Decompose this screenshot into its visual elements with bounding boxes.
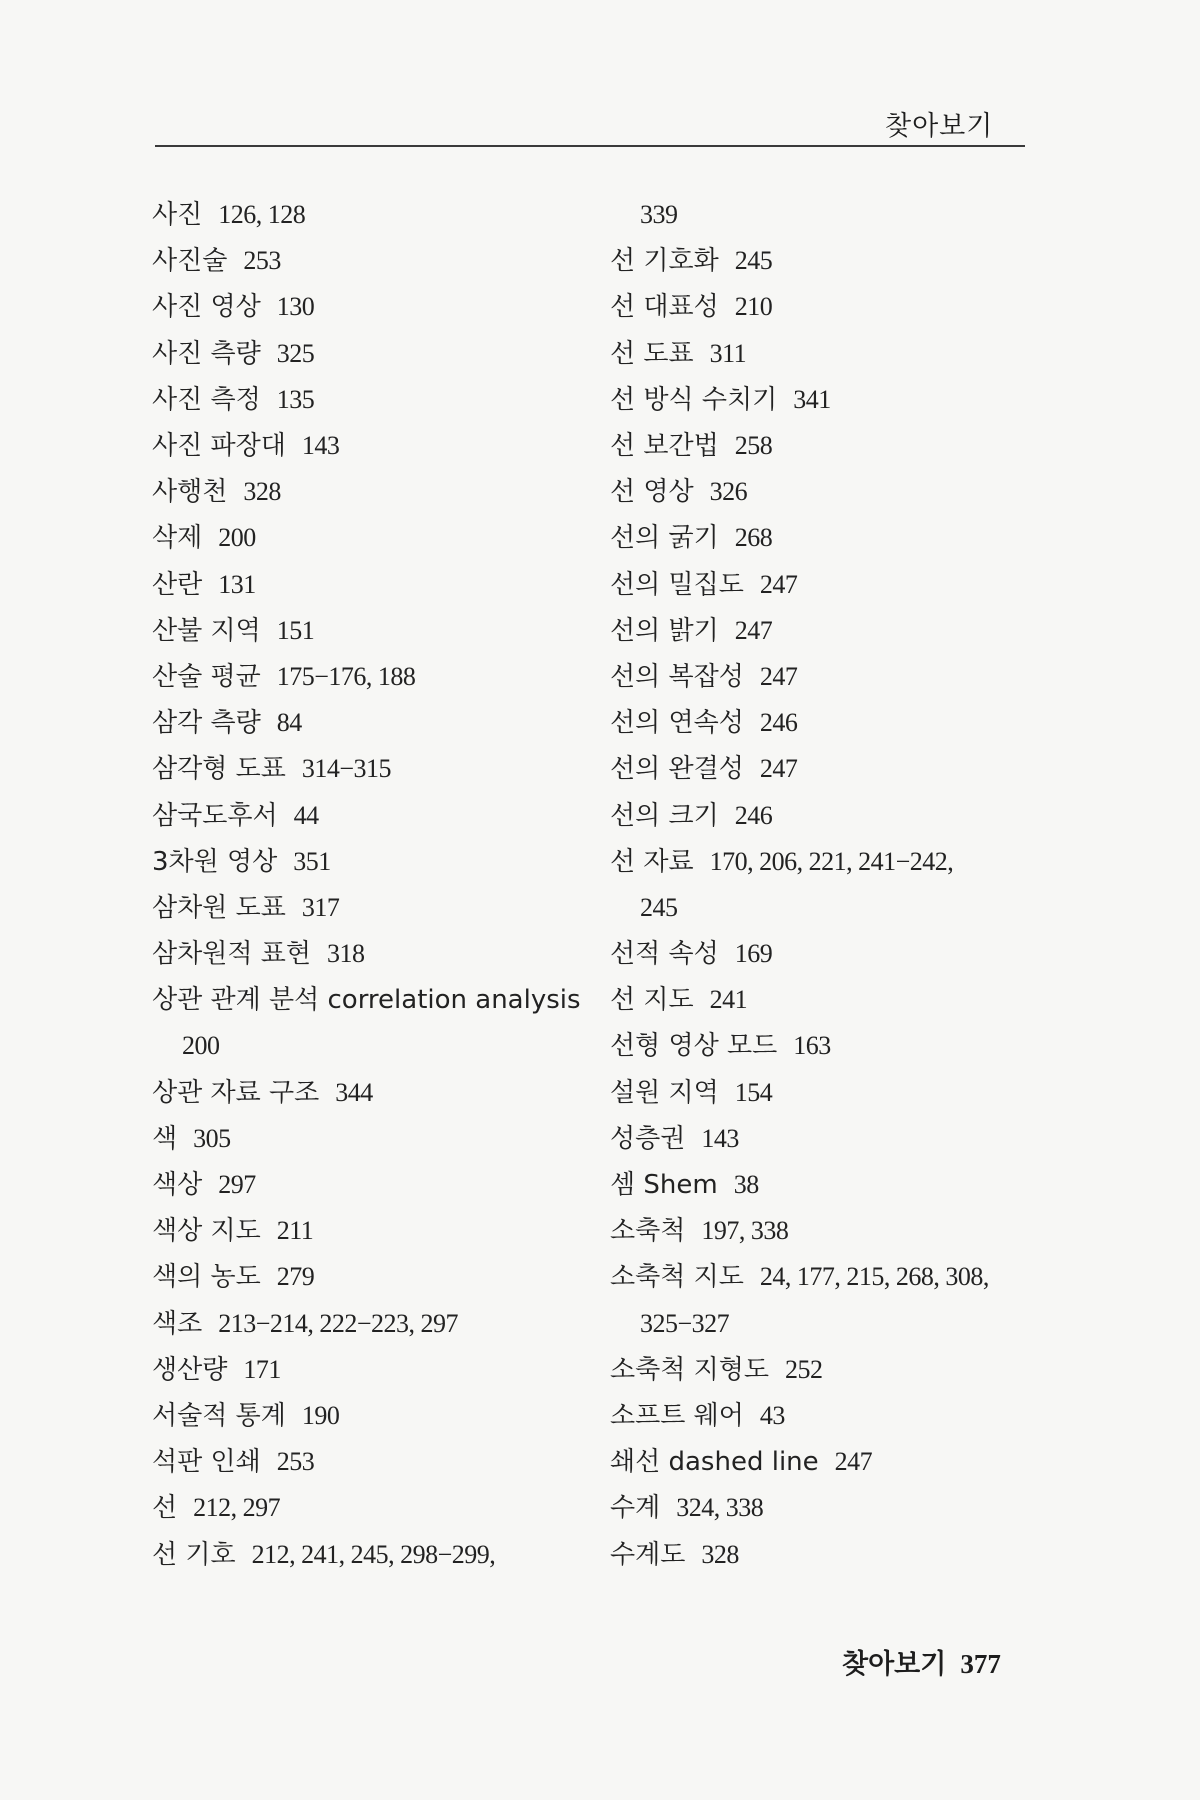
index-term: 사진 측정 — [152, 384, 261, 415]
index-pages: 247 — [734, 615, 773, 645]
index-term: 소프트 웨어 — [610, 1400, 744, 1431]
index-pages: 151 — [276, 615, 315, 645]
index-term: 삼각 측량 — [152, 708, 261, 739]
index-term: 선의 굵기 — [610, 523, 719, 554]
index-pages: 84 — [276, 708, 302, 738]
index-term: 색 — [152, 1123, 178, 1154]
index-entry — [610, 977, 1040, 1023]
index-entry — [610, 700, 1040, 746]
index-pages: 245 — [734, 246, 773, 276]
index-pages: 131 — [218, 569, 256, 599]
index-term: 산불 지역 — [152, 615, 261, 646]
index-term: 선 보간법 — [610, 431, 719, 462]
index-pages: 324, 338 — [676, 1493, 764, 1523]
index-term: 색의 농도 — [152, 1262, 261, 1293]
index-entry — [610, 469, 1040, 515]
index-entry — [610, 1485, 1040, 1531]
index-entry — [152, 700, 582, 746]
index-entry — [610, 931, 1040, 977]
index-entry — [610, 238, 1040, 284]
index-entry — [152, 1070, 582, 1116]
index-term: 선 자료 — [610, 846, 694, 877]
index-pages: 24, 177, 215, 268, 308, — [759, 1262, 989, 1292]
index-term: 삼각형 도표 — [152, 754, 286, 785]
index-pages: 328 — [243, 477, 281, 507]
index-pages: 325 — [276, 338, 315, 368]
index-entry — [610, 192, 1040, 238]
index-pages: 143 — [301, 431, 340, 461]
index-entry — [610, 1070, 1040, 1116]
index-pages: 258 — [734, 431, 773, 461]
index-entry — [152, 192, 582, 238]
index-pages: 253 — [243, 246, 281, 276]
index-pages: 169 — [734, 939, 773, 969]
index-entry — [610, 1254, 1040, 1300]
index-pages: 247 — [834, 1447, 873, 1477]
index-term: 성층권 — [610, 1123, 686, 1154]
index-term: 선의 완결성 — [610, 754, 744, 785]
index-term: 선 대표성 — [610, 292, 719, 323]
running-header: 찾아보기 — [885, 111, 994, 142]
index-pages: 311 — [709, 338, 747, 368]
index-entry — [610, 885, 1040, 931]
index-term: 색조 — [152, 1308, 203, 1339]
index-entry — [610, 792, 1040, 838]
index-pages: 247 — [759, 754, 798, 784]
index-pages: 126, 128 — [218, 200, 306, 230]
index-entry — [152, 608, 582, 654]
index-pages: 246 — [734, 800, 773, 830]
index-entry — [152, 469, 582, 515]
index-entry — [152, 1393, 582, 1439]
index-entry — [610, 654, 1040, 700]
index-term: 선형 영상 모드 — [610, 1031, 778, 1062]
index-entry — [152, 1116, 582, 1162]
index-pages: 247 — [759, 569, 798, 599]
index-term: 선 기호 — [152, 1539, 236, 1570]
index-entry — [610, 562, 1040, 608]
index-pages: 253 — [276, 1447, 315, 1477]
index-entry — [610, 839, 1040, 885]
index-entry — [610, 1301, 1040, 1347]
index-pages: 43 — [759, 1400, 785, 1430]
index-term: 선 지도 — [610, 985, 694, 1016]
index-entry — [152, 746, 582, 792]
index-pages: 247 — [759, 661, 798, 691]
index-entry — [152, 885, 582, 931]
index-term: 소축척 지형도 — [610, 1354, 769, 1385]
index-pages: 135 — [276, 384, 315, 414]
index-pages: 297 — [218, 1170, 256, 1200]
index-pages: 241 — [709, 985, 748, 1015]
index-entry — [610, 608, 1040, 654]
index-entry — [610, 1531, 1040, 1577]
index-term: 상관 자료 구조 — [152, 1077, 320, 1108]
index-entry — [152, 1208, 582, 1254]
index-term: 소축척 지도 — [610, 1262, 744, 1293]
index-entry — [610, 377, 1040, 423]
index-pages: 143 — [701, 1123, 739, 1153]
page-number: 377 — [960, 1649, 1001, 1679]
index-term: 색상 지도 — [152, 1216, 261, 1247]
index-entry — [152, 377, 582, 423]
index-term: 선의 연속성 — [610, 708, 744, 739]
index-pages: 154 — [734, 1077, 773, 1107]
index-entry — [152, 1485, 582, 1531]
index-term: 선의 복잡성 — [610, 661, 744, 692]
index-term: 사진 측량 — [152, 338, 261, 369]
index-entry — [610, 284, 1040, 330]
index-term: 선의 밀집도 — [610, 569, 744, 600]
index-term: 사진술 — [152, 246, 228, 277]
index-pages: 170, 206, 221, 241−242, — [709, 846, 954, 876]
index-entry — [610, 1208, 1040, 1254]
index-entry — [610, 1116, 1040, 1162]
index-pages: 212, 297 — [193, 1493, 281, 1523]
index-entry — [610, 1439, 1040, 1485]
index-term: 수계도 — [610, 1539, 686, 1570]
index-entry — [152, 562, 582, 608]
index-pages: 210 — [734, 292, 773, 322]
index-entry — [152, 1023, 582, 1069]
index-term: 선 방식 수치기 — [610, 384, 778, 415]
index-term: 쇄선 dashed line — [610, 1447, 819, 1478]
index-entry — [152, 1254, 582, 1300]
index-term: 셈 Shem — [610, 1170, 718, 1201]
index-pages: 328 — [701, 1539, 739, 1569]
index-pages: 130 — [276, 292, 315, 322]
index-entry — [152, 284, 582, 330]
index-term: 선의 크기 — [610, 800, 719, 831]
index-pages: 44 — [293, 800, 319, 830]
index-entry — [152, 977, 582, 1023]
index-entry — [152, 792, 582, 838]
index-entry — [152, 1162, 582, 1208]
index-term: 설원 지역 — [610, 1077, 719, 1108]
index-pages: 171 — [243, 1354, 281, 1384]
index-entry — [610, 1162, 1040, 1208]
index-pages: 351 — [293, 846, 331, 876]
index-pages: 326 — [709, 477, 748, 507]
index-term: 삼차원적 표현 — [152, 939, 311, 970]
index-entry — [610, 746, 1040, 792]
index-term: 사행천 — [152, 477, 228, 508]
index-pages: 212, 241, 245, 298−299, — [251, 1539, 496, 1569]
index-term: 산술 평균 — [152, 661, 261, 692]
footer-label: 찾아보기 — [842, 1649, 947, 1680]
index-pages: 200 — [182, 1031, 220, 1061]
index-pages: 245 — [640, 892, 678, 922]
index-term: 삭제 — [152, 523, 203, 554]
index-entry — [610, 1393, 1040, 1439]
index-term: 산란 — [152, 569, 203, 600]
index-entry — [610, 423, 1040, 469]
index-term: 석판 인쇄 — [152, 1447, 261, 1478]
index-term: 삼국도후서 — [152, 800, 278, 831]
index-entry — [610, 1023, 1040, 1069]
index-pages: 200 — [218, 523, 256, 553]
index-term: 수계 — [610, 1493, 661, 1524]
index-term: 선적 속성 — [610, 939, 719, 970]
index-entry — [152, 1439, 582, 1485]
index-pages: 344 — [335, 1077, 373, 1107]
index-pages: 197, 338 — [701, 1216, 789, 1246]
index-term: 소축척 — [610, 1216, 686, 1247]
index-term: 선 — [152, 1493, 178, 1524]
index-pages: 339 — [640, 200, 678, 230]
index-term: 선 도표 — [610, 338, 694, 369]
index-term: 선 영상 — [610, 477, 694, 508]
index-pages: 317 — [301, 892, 340, 922]
index-term: 서술적 통계 — [152, 1400, 286, 1431]
index-pages: 268 — [734, 523, 773, 553]
index-pages: 279 — [276, 1262, 315, 1292]
index-pages: 246 — [759, 708, 798, 738]
index-term: 상관 관계 분석 correlation analysis — [152, 985, 581, 1016]
index-pages: 211 — [276, 1216, 314, 1246]
index-entry — [152, 423, 582, 469]
index-entry — [152, 331, 582, 377]
index-term: 사진 영상 — [152, 292, 261, 323]
index-pages: 38 — [733, 1170, 759, 1200]
index-pages: 213−214, 222−223, 297 — [218, 1308, 459, 1338]
index-column-left — [152, 192, 582, 1578]
page-footer — [842, 1642, 1001, 1681]
index-entry — [152, 238, 582, 284]
index-pages: 305 — [193, 1123, 231, 1153]
index-entry — [610, 515, 1040, 561]
index-term: 선의 밝기 — [610, 615, 719, 646]
index-pages: 175−176, 188 — [276, 661, 416, 691]
index-entry — [610, 1347, 1040, 1393]
index-entry — [610, 331, 1040, 377]
index-term: 색상 — [152, 1170, 203, 1201]
index-entry — [152, 1301, 582, 1347]
index-column-right — [610, 192, 1040, 1578]
index-entry — [152, 839, 582, 885]
index-entry — [152, 931, 582, 977]
index-term: 삼차원 도표 — [152, 892, 286, 923]
index-term: 3차원 영상 — [152, 846, 278, 877]
index-pages: 314−315 — [301, 754, 392, 784]
index-pages: 325−327 — [640, 1308, 730, 1338]
index-entry — [152, 654, 582, 700]
index-pages: 190 — [301, 1400, 340, 1430]
index-term: 선 기호화 — [610, 246, 719, 277]
index-pages: 252 — [784, 1354, 823, 1384]
index-term: 생산량 — [152, 1354, 228, 1385]
index-entry — [152, 1347, 582, 1393]
index-term: 사진 파장대 — [152, 431, 286, 462]
index-entry — [152, 1531, 582, 1577]
index-pages: 318 — [326, 939, 365, 969]
header-rule — [155, 145, 1025, 147]
index-entry — [152, 515, 582, 561]
index-term: 사진 — [152, 200, 203, 231]
index-pages: 341 — [793, 384, 831, 414]
index-pages: 163 — [793, 1031, 831, 1061]
